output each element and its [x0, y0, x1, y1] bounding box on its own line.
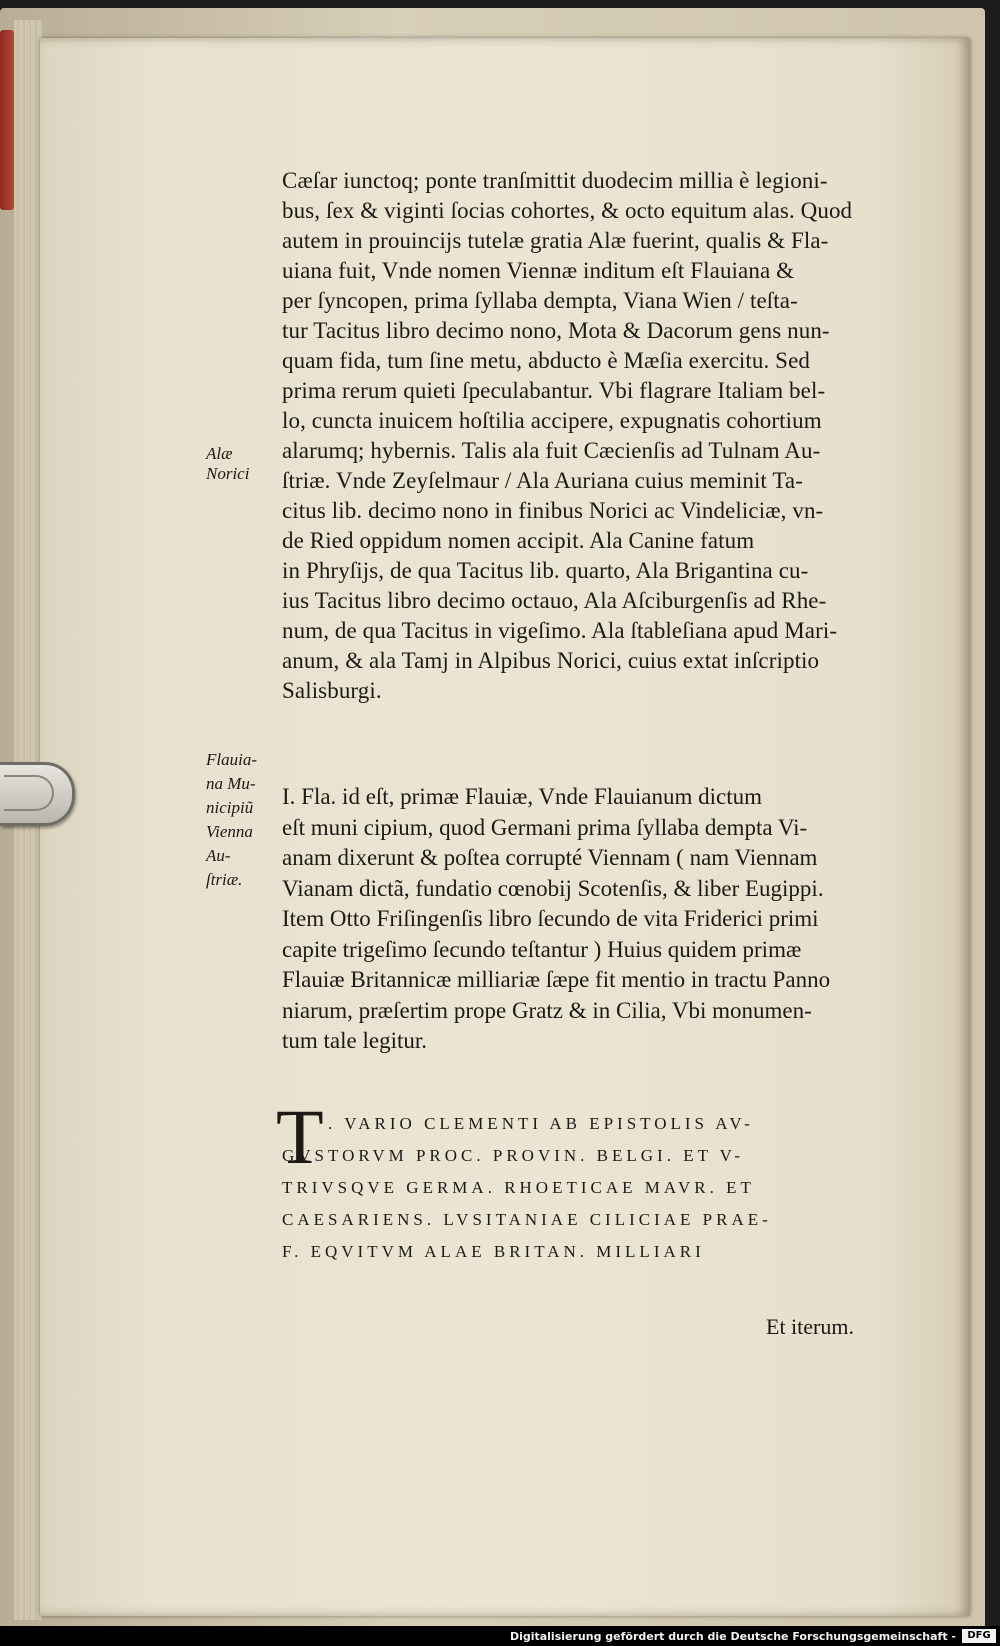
text-line: lo, cuncta inuicem hoſtilia accipere, expugnatis cohortium [282, 408, 822, 433]
inscription-line: F. EQVITVM ALAE BRITAN. MILLIARI [282, 1242, 705, 1261]
text-line: Vianam dictã, fundatio cœnobij Scotenſis, & liber Eugippi. [282, 875, 824, 901]
text-line: tur Tacitus libro decimo nono, Mota & Dacorum gens nun- [282, 318, 830, 343]
paragraph-flauiana [282, 782, 882, 1057]
marginal-line: Alæ [206, 444, 233, 463]
text-line: per ſyncopen, prima ſyllaba dempta, Viana Wien / teſta- [282, 288, 798, 313]
marginal-line: Au- [206, 846, 231, 865]
inscription-line: CAESARIENS. LVSITANIAE CILICIAE PRAE- [282, 1210, 772, 1229]
text-line: tum tale legitur. [282, 1028, 427, 1053]
marginal-note-flauiana [206, 748, 257, 892]
marginal-line: Norici [206, 464, 250, 483]
marginal-line: nicipiũ [206, 798, 254, 817]
inscription-line: GVSTORVM PROC. PROVIN. BELGI. ET V- [282, 1146, 745, 1165]
red-binding-edge [0, 30, 14, 210]
text-line: ſtriæ. Vnde Zeyſelmaur / Ala Auriana cuius meminit Ta- [282, 468, 803, 493]
text-line: in Phryſijs, de qua Tacitus lib. quarto, Ala Brigantina cu- [282, 558, 809, 583]
text-line: eſt muni cipium, quod Germani prima ſyllaba dempta Vi- [282, 814, 808, 840]
text-line: uiana fuit, Vnde nomen Viennæ inditum eſt Flauiana & [282, 258, 795, 283]
text-line: prima rerum quieti ſpeculabantur. Vbi flagrare Italiam bel- [282, 378, 826, 403]
text-line: ius Tacitus libro decimo octauo, Ala Aſciburgenſis ad Rhe- [282, 588, 827, 613]
text-line: Cæſar iunctoq; ponte tranſmittit duodecim millia è legioni- [282, 168, 828, 193]
text-line: quam fida, tum ſine metu, abducto è Mæſia exercitu. Sed [282, 348, 810, 373]
text-line: autem in prouincijs tutelæ gratia Alæ fuerint, qualis & Fla- [282, 228, 829, 253]
marginal-note-alae-norici [206, 444, 249, 484]
text-line: I. Fla. id eſt, primæ Flauiæ, Vnde Flauianum dictum [282, 784, 762, 809]
dfg-logo: DFG [962, 1629, 996, 1643]
footer-credit: Digitalisierung gefördert durch die Deutsche Forschungsgemeinschaft - [509, 1630, 956, 1643]
marginal-line: Flauia- [206, 750, 257, 769]
text-line: bus, ſex & viginti ſocias cohortes, & octo equitum alas. Quod [282, 198, 853, 223]
text-line: de Ried oppidum nomen accipit. Ala Canine fatum [282, 528, 755, 553]
text-line: alarumq; hybernis. Talis ala fuit Cæcienſis ad Tulnam Au- [282, 438, 821, 463]
text-line: niarum, præſertim prope Gratz & in Cilia, Vbi monumen- [282, 997, 812, 1023]
paragraph-ala-norici [282, 166, 882, 706]
text-line: num, de qua Tacitus in vigeſimo. Ala ſtableſiana apud Mari- [282, 618, 838, 643]
text-line: citus lib. decimo nono in finibus Norici ac Vindeliciæ, vn- [282, 498, 824, 523]
paper-clip-icon [0, 762, 75, 826]
text-line: Salisburgi. [282, 678, 382, 703]
inscription-line: . VARIO CLEMENTI AB EPISTOLIS AV- [328, 1114, 754, 1133]
marginal-line: Vienna [206, 822, 253, 841]
marginal-line: ſtriæ. [206, 870, 243, 889]
closing-text: Et iterum. [766, 1314, 854, 1339]
roman-inscription [282, 1108, 882, 1268]
text-line: capite trigeſimo ſecundo teſtantur ) Huius quidem primæ [282, 936, 802, 962]
text-line: anam dixerunt & poſtea corrupté Viennam ( nam Viennam [282, 845, 818, 870]
inscription-line: TRIVSQVE GERMA. RHOETICAE MAVR. ET [282, 1178, 755, 1197]
text-line: anum, & ala Tamj in Alpibus Norici, cuius extat inſcriptio [282, 648, 820, 673]
marginal-line: na Mu- [206, 774, 256, 793]
text-line: Flauiæ Britannicæ milliariæ ſæpe fit mentio in tractu Panno [282, 967, 831, 992]
inscription-dropcap: T [276, 1093, 324, 1180]
footer-bar [0, 1626, 1000, 1646]
text-line: Item Otto Friſingenſis libro ſecundo de vita Friderici primi [282, 906, 819, 931]
